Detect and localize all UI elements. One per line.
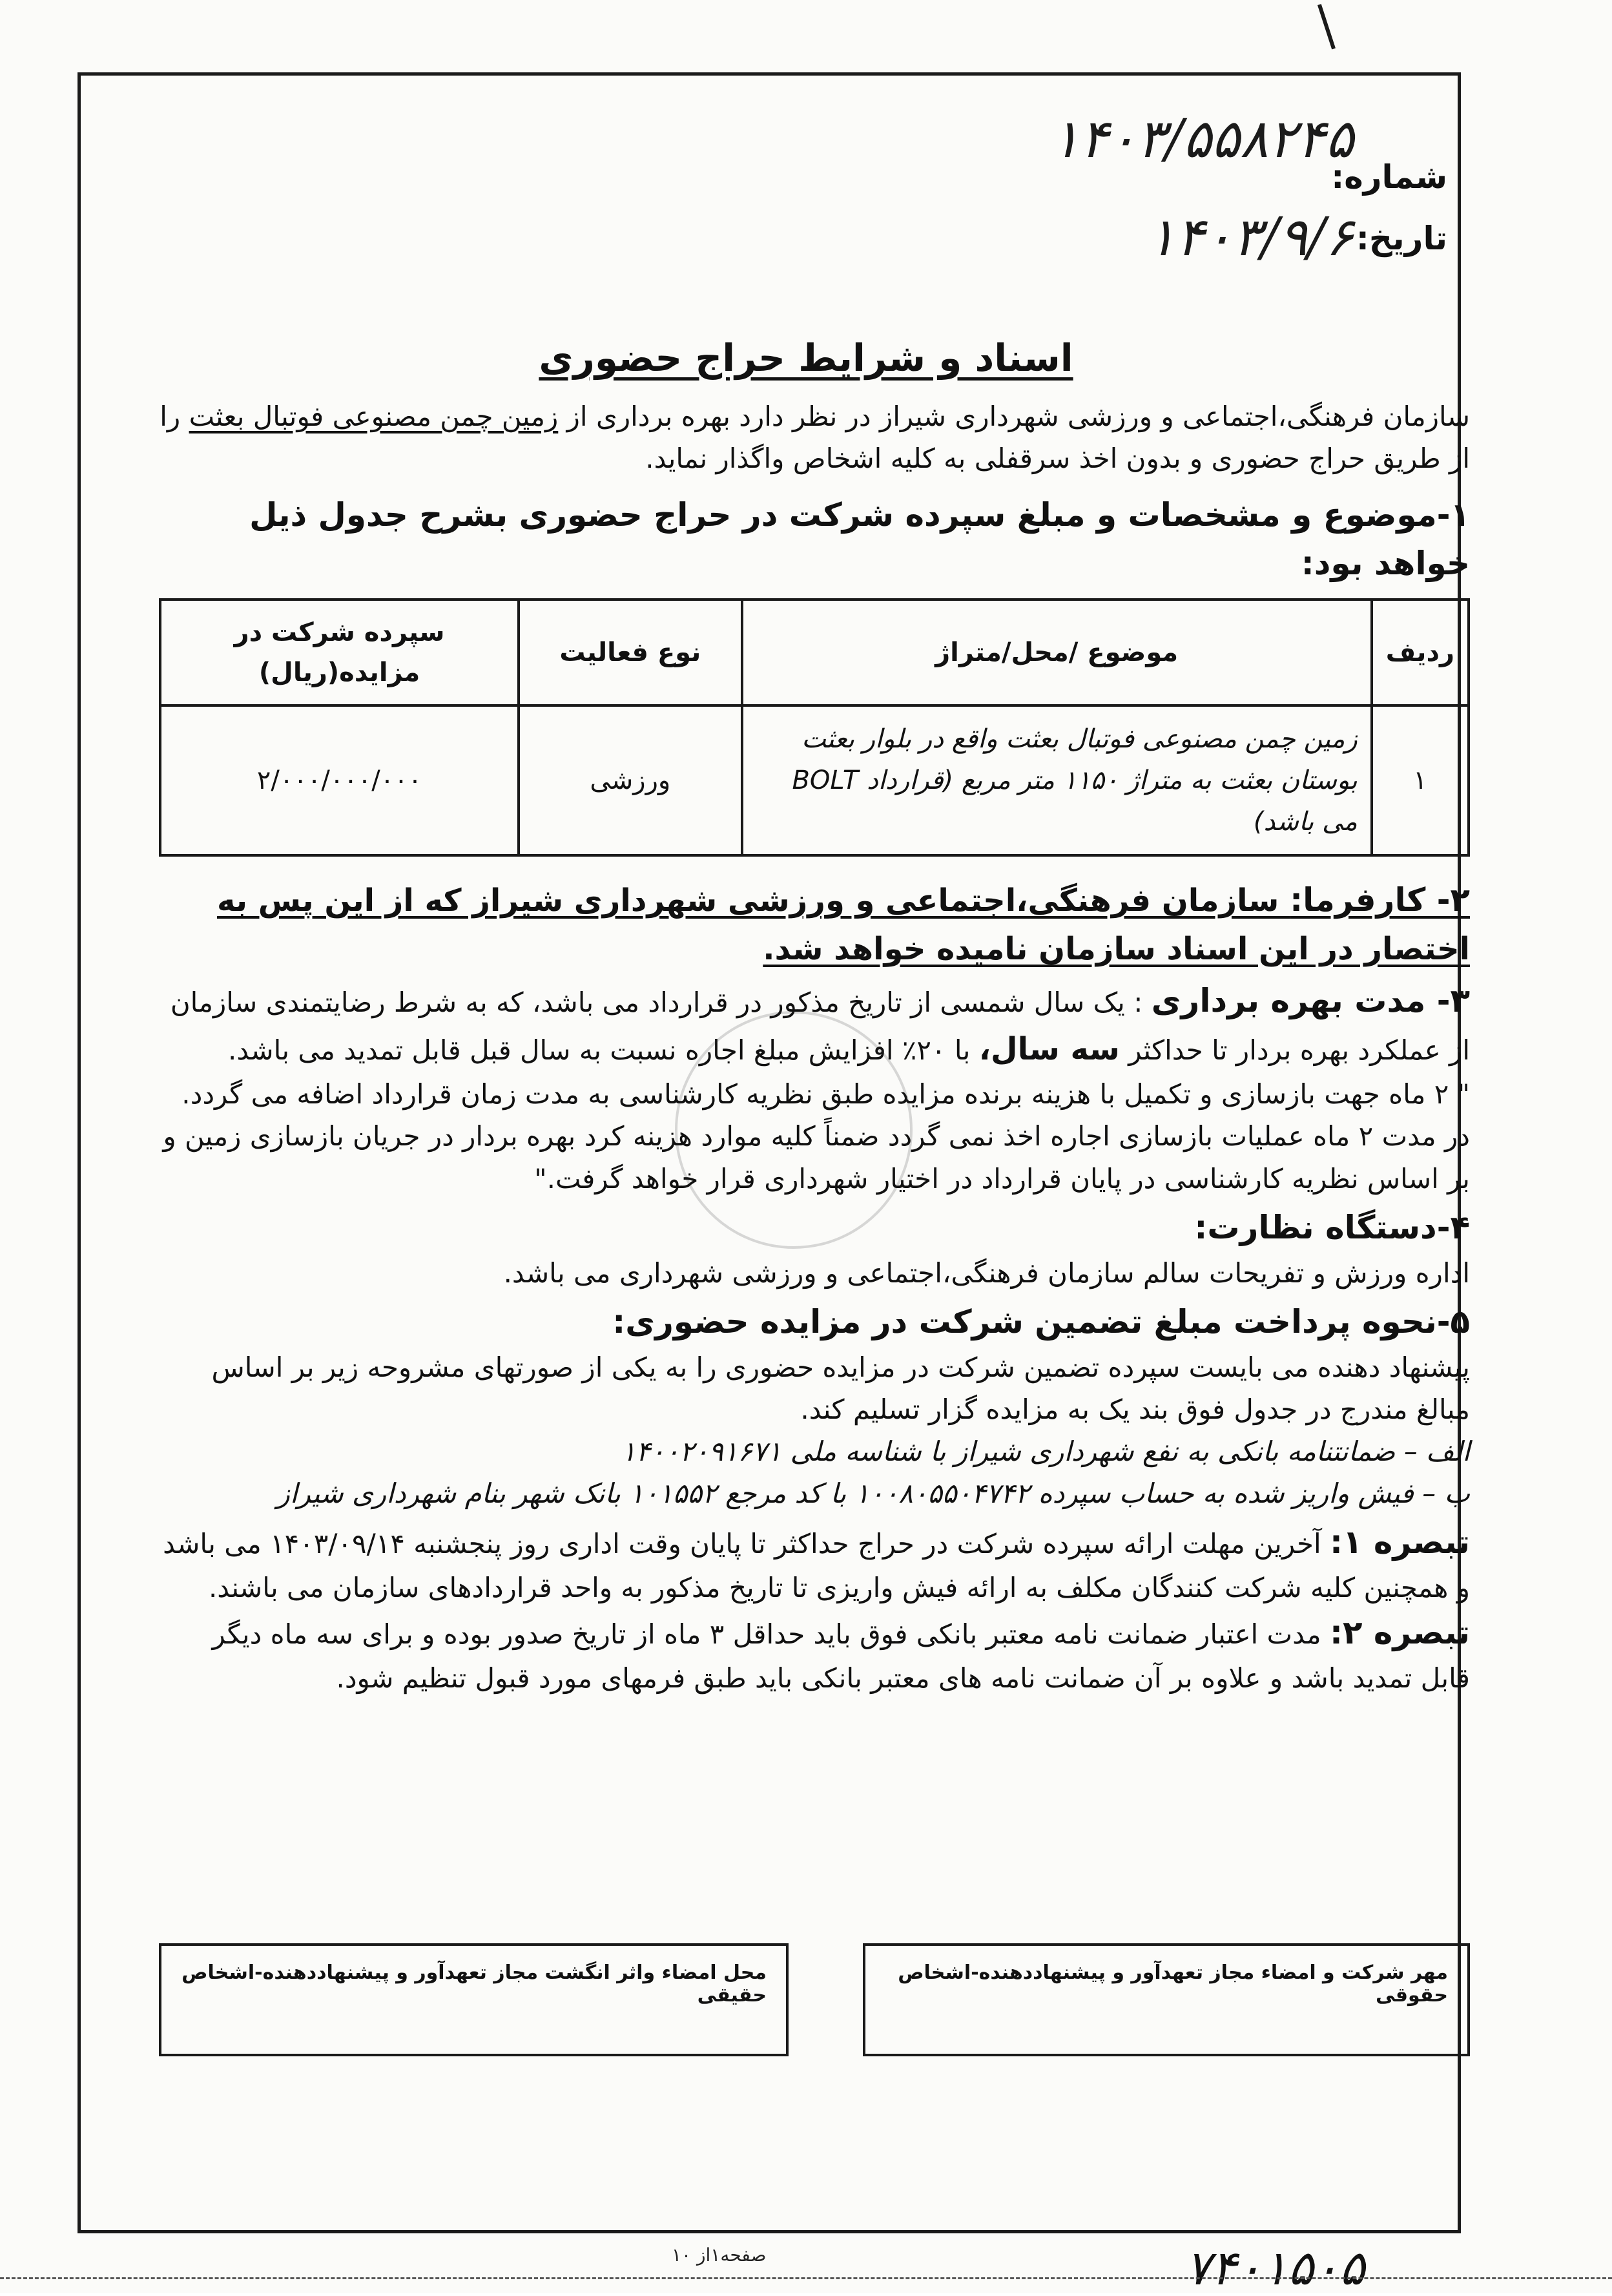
section-2-heading: ۲- کارفرما: [1290, 881, 1470, 919]
section-3-quote: " ۲ ماه جهت بازسازی و تکمیل با هزینه برنده مزایده طبق نظریه کارشناسی به مدت زمان قرارداد اضافه می گردد. در مدت ۲ ماه عملیات بازسازی اجاره اخذ نمی گردد ضمناً کلیه موارد هزینه کرد بهره بردار در جریان بازسازی زمین و بر اساس نظریه کارشناسی در پایان قرارداد در اختیار شهرداری قرار خواهد گرفت." [163, 1078, 1470, 1195]
section-5-item-b: ب – فیش واریز شده به حساب سپرده ۱۰۰۸۰۵۵۰۴۷۴۲ با کد مرجع ۱۰۱۵۵۲ بانک شهر بنام شهرداری شیراز [276, 1477, 1470, 1510]
document-title [0, 336, 1612, 380]
section-5-item-a: الف – ضمانتنامه بانکی به نفع شهرداری شیراز با شناسه ملی ۱۴۰۰۲۰۹۱۶۷۱ [621, 1435, 1470, 1467]
cell-deposit: ۲/۰۰۰/۰۰۰/۰۰۰ [160, 705, 519, 855]
document-title-text: اسناد و شرایط حراج حضوری [539, 336, 1073, 380]
section-4-text: اداره ورزش و تفریحات سالم سازمان فرهنگی،اجتماعی و ورزشی شهرداری می باشد. [503, 1257, 1470, 1289]
header-deposit: سپرده شرکت در مزایده(ریال) [160, 600, 519, 705]
note-2-label: تبصره ۲: [1329, 1614, 1470, 1652]
signature-row [159, 1943, 1470, 2056]
auction-spec-table [159, 598, 1470, 857]
section-3-heading: ۳- مدت بهره برداری [1151, 981, 1470, 1019]
header-activity: نوع فعالیت [519, 600, 741, 705]
intro-text-after: را از طریق حراج حضوری و بدون اخذ سرقفلی به کلیه اشخاص واگذار نماید. [160, 401, 1470, 475]
intro-subject: زمین چمن مصنوعی فوتبال بعثت [189, 401, 559, 432]
note-2 [159, 1609, 1470, 1699]
corner-pen-mark [1318, 4, 1336, 49]
handwritten-date: ۱۴۰۳/۹/۶ [1147, 207, 1354, 268]
section-5-heading: ۵-نحوه پرداخت مبلغ تضمین شرکت در مزایده حضوری: [612, 1302, 1470, 1341]
page-number: صفحه۱از ۱۰ [672, 2244, 767, 2266]
note-2-text: مدت اعتبار ضمانت نامه معتبر بانکی فوق باید حداقل ۳ ماه از تاریخ صدور بوده و برای سه ماه دیگر قابل تمدید باشد و علاوه بر آن ضمانت نامه های معتبر بانکی باید طبق فرمهای مورد قبول تنظیم شود. [212, 1618, 1470, 1695]
section-3-text-b: با ۲۰٪ افزایش مبلغ اجاره نسبت به سال قبل قابل تمدید می باشد. [227, 1034, 979, 1066]
date-label: تاریخ: [1356, 220, 1447, 257]
section-2-text: سازمان فرهنگی،اجتماعی و ورزشی شهرداری شیراز که از این پس به اختصار در این اسناد سازمان نامیده خواهد شد. [216, 882, 1470, 967]
section-5-text: پیشنهاد دهنده می بایست سپرده تضمین شرکت در مزایده حضوری را به یکی از صورتهای مشروحه زیر بر اساس مبالغ مندرج در جدول فوق بند یک به مزایده گزار تسلیم کند. [211, 1351, 1470, 1425]
note-1-text: آخرین مهلت ارائه سپرده شرکت در حراج حداکثر تا پایان وقت اداری روز پنجشنبه ۱۴۰۳/۰۹/۱۴ می باشد و همچنین کلیه شرکت کنندگان مکلف به ارائه فیش واریزی تا تاریخ مذکور به واحد قراردادهای سازمان می باشند. [163, 1528, 1470, 1604]
legal-entity-signature-box: مهر شرکت و امضاء مجاز تعهدآور و پیشنهاددهنده-اشخاص حقوقی [863, 1943, 1470, 2056]
section-1-heading: ۱-موضوع و مشخصات و مبلغ سپرده شرکت در حراج حضوری بشرح جدول ذیل خواهد بود: [249, 496, 1470, 583]
intro-paragraph [159, 395, 1470, 479]
note-1 [159, 1518, 1470, 1609]
cell-subject: زمین چمن مصنوعی فوتبال بعثت واقع در بلوار بعثت بوستان بعثت به متراژ ۱۱۵۰ متر مربع (قرارداد BOLT می باشد) [742, 705, 1372, 855]
cell-activity: ورزشی [519, 705, 741, 855]
table-header-row [160, 600, 1469, 705]
header-row-index: ردیف [1372, 600, 1469, 705]
section-4-heading: ۴-دستگاه نظارت: [1194, 1208, 1470, 1246]
handwritten-number: ۱۴۰۳/۵۵۸۲۴۵ [1051, 109, 1354, 170]
cell-row-index: ۱ [1372, 705, 1469, 855]
number-label: شماره: [1331, 158, 1447, 196]
intro-text-before: سازمان فرهنگی،اجتماعی و ورزشی شهرداری شیراز در نظر دارد بهره برداری از [558, 401, 1470, 432]
document-code: ۷۴۰۱۵۰۵ [1185, 2240, 1365, 2296]
section-2 [159, 876, 1470, 973]
section-3-bold-term: سه سال، [978, 1030, 1120, 1067]
faint-stamp-icon [675, 1011, 913, 1249]
section-3-text-a: : یک سال شمسی از تاریخ مذکور در قرارداد می باشد، که به شرط رضایتمندی سازمان از عملکرد بهره بردار تا حداکثر [170, 986, 1470, 1066]
footer-divider [0, 2277, 1612, 2279]
note-1-label: تبصره ۱: [1329, 1523, 1470, 1561]
natural-person-signature-box: محل امضاء واثر انگشت مجاز تعهدآور و پیشنهاددهنده-اشخاص حقیقی [159, 1943, 789, 2056]
table-row [160, 705, 1469, 855]
header-subject: موضوع /محل/متراژ [742, 600, 1372, 705]
